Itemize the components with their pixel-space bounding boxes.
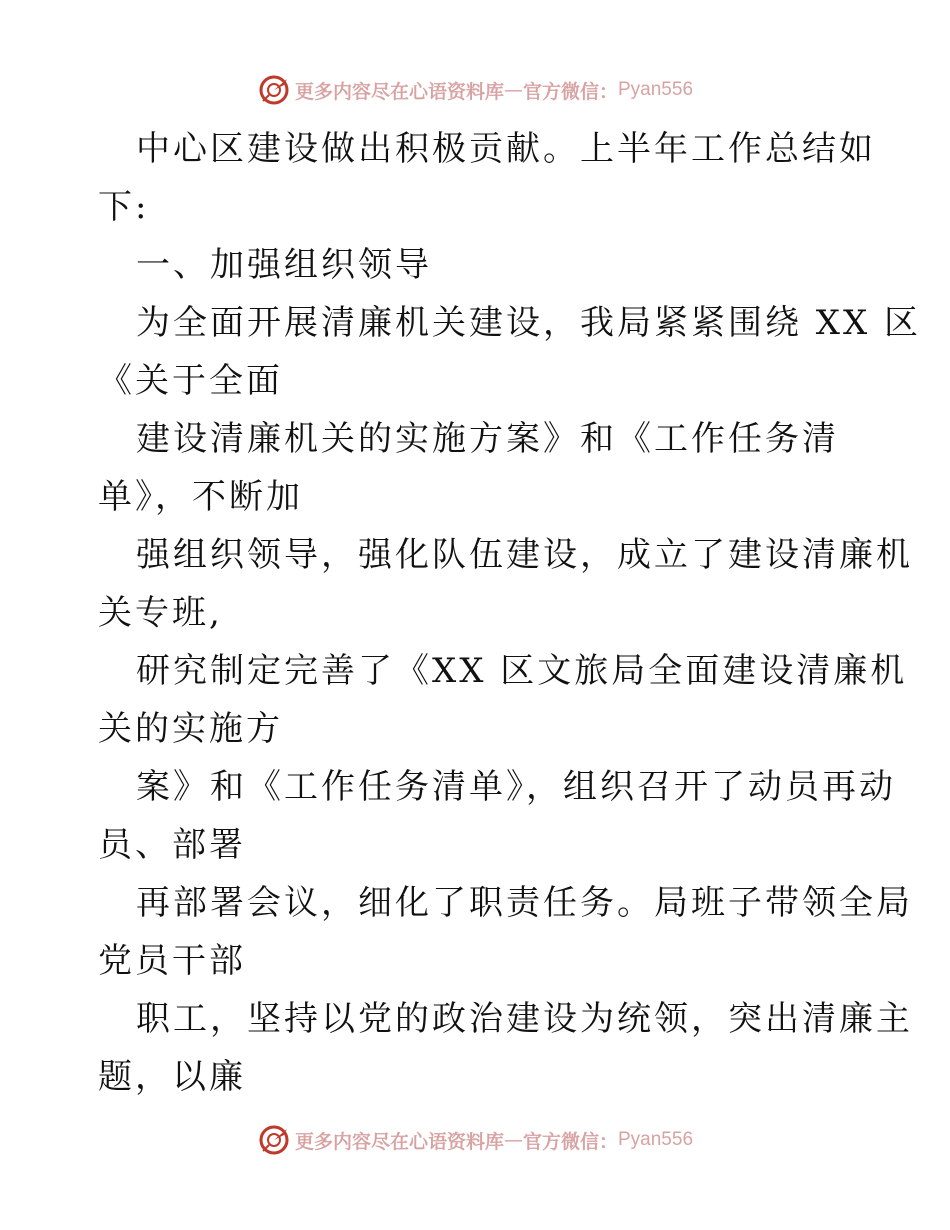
banner-sub-text: 官方微信： xyxy=(522,1130,618,1153)
banner-sub-text: 官方微信： xyxy=(522,80,618,103)
banner-main-text: 更多内容尽在心语资料库 xyxy=(294,1130,504,1153)
paragraph-line: 案》和《工作任务清单》，组织召开了动员再动 xyxy=(136,767,896,807)
brand-logo-icon xyxy=(257,73,291,107)
header-watermark-banner xyxy=(0,72,950,108)
paragraph-line: 党员干部 xyxy=(98,941,246,981)
footer-watermark-banner xyxy=(0,1122,950,1158)
paragraph-line: 职工，坚持以党的政治建设为统领，突出清廉主 xyxy=(136,999,913,1039)
paragraph-line: 关的实施方 xyxy=(98,709,283,749)
paragraph-line: 建设清廉机关的实施方案》和《工作任务清 xyxy=(136,419,839,459)
brand-logo-icon xyxy=(257,1123,291,1157)
section-heading: 一、加强组织领导 xyxy=(136,245,432,285)
paragraph-line: 题，以廉 xyxy=(98,1057,246,1097)
paragraph-line: 下: xyxy=(98,187,150,227)
banner-main-text: 更多内容尽在心语资料库 xyxy=(294,80,504,103)
paragraph-line: 关专班, xyxy=(98,593,223,633)
paragraph-line: 单》，不断加 xyxy=(98,477,303,517)
banner-separator: — xyxy=(503,1129,523,1151)
paragraph-line: 《关于全面 xyxy=(98,361,283,401)
banner-wechat-id: Pyan556 xyxy=(618,79,694,100)
paragraph-line: 员、部署 xyxy=(98,825,246,865)
paragraph-line: 强组织领导，强化队伍建设，成立了建设清廉机 xyxy=(136,535,913,575)
paragraph-line: 研究制定完善了《XX 区文旅局全面建设清廉机 xyxy=(136,651,908,691)
document-body xyxy=(98,120,922,1106)
banner-wechat-id: Pyan556 xyxy=(618,1129,694,1150)
paragraph-line: 为全面开展清廉机关建设，我局紧紧围绕 XX 区 xyxy=(136,303,922,343)
paragraph-line: 再部署会议，细化了职责任务。局班子带领全局 xyxy=(136,883,913,923)
banner-separator: — xyxy=(503,79,523,101)
paragraph-line: 中心区建设做出积极贡献。上半年工作总结如 xyxy=(136,129,876,169)
